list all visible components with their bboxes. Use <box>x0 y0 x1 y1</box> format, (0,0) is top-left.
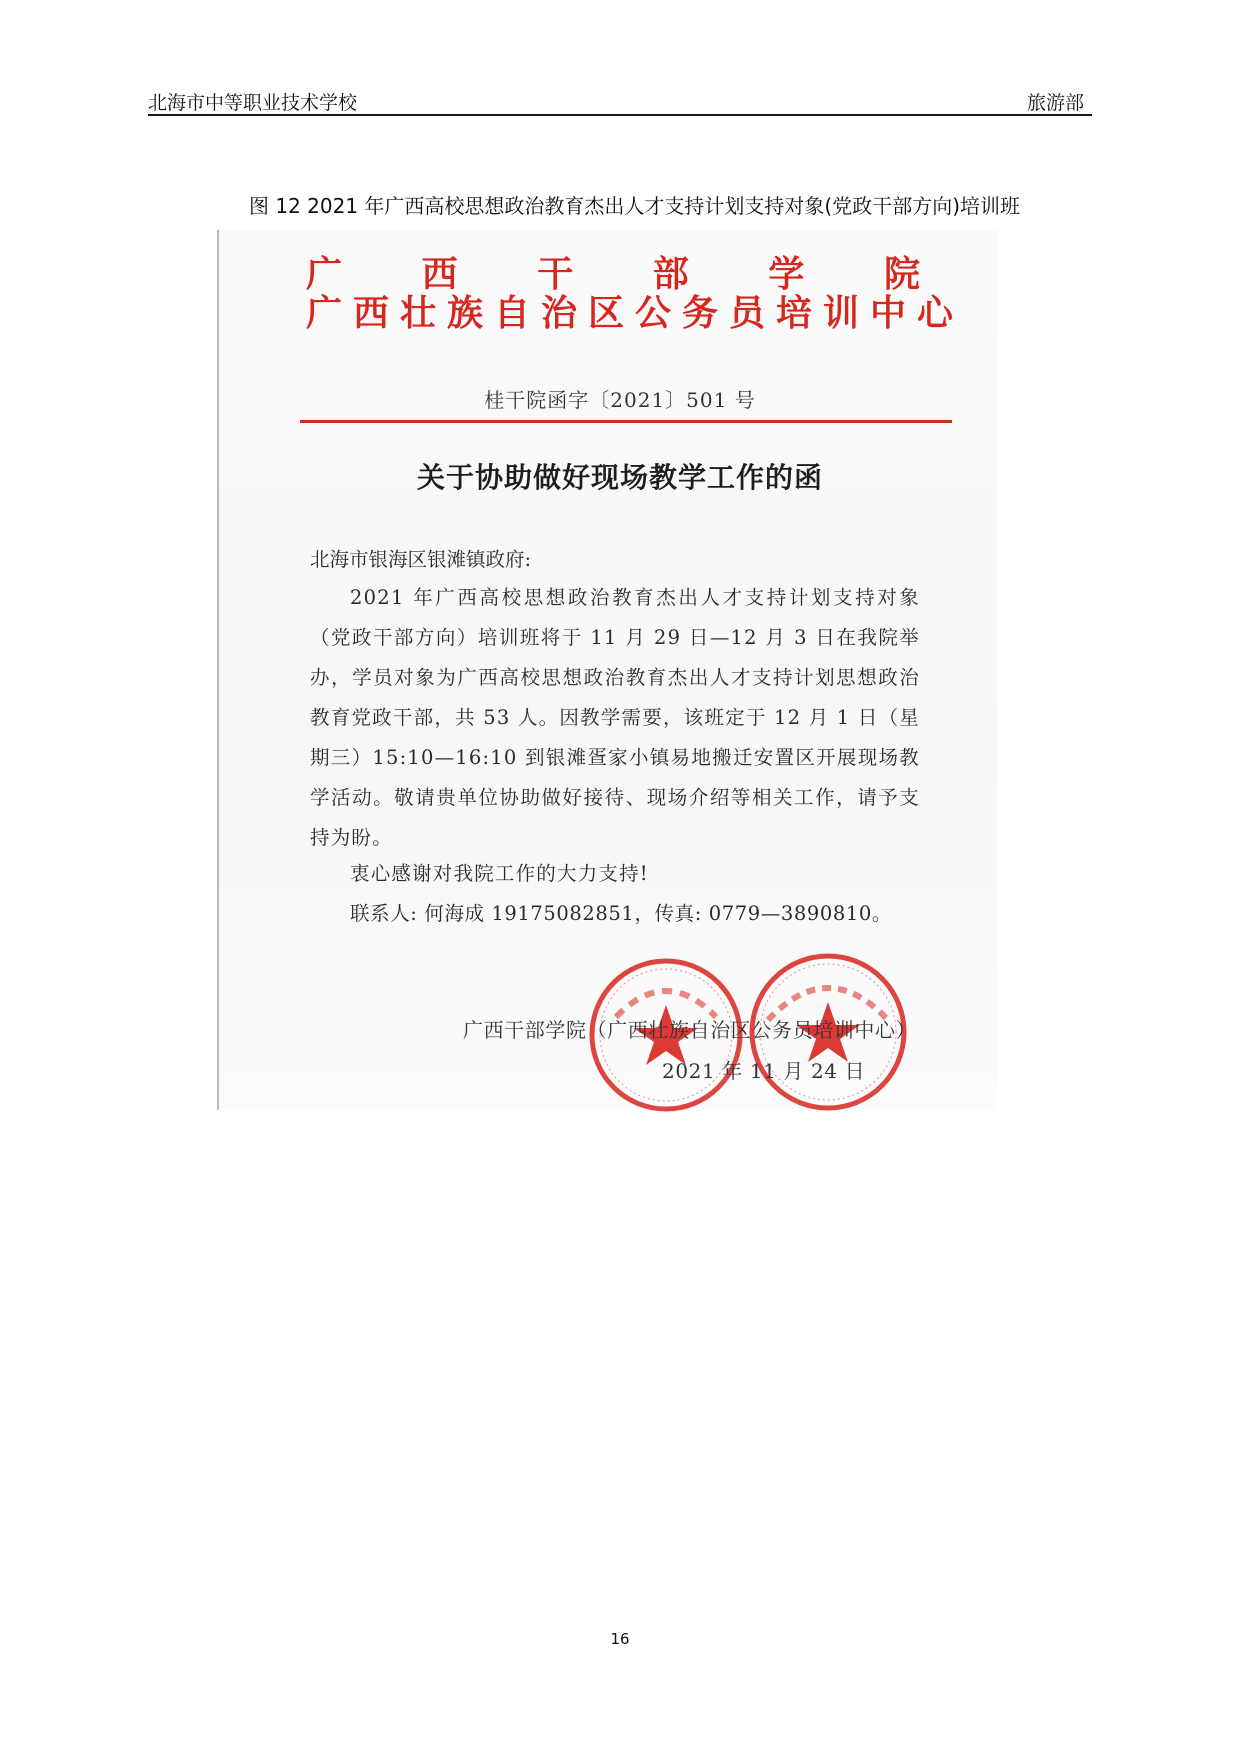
letter-paragraph-main: 2021 年广西高校思想政治教育杰出人才支持计划支持对象（党政干部方向）培训班将于 11 月 29 日—12 月 3 日在我院举办，学员对象为广西高校思想政治教育杰出人才支持计划思想政治教育党政干部，共 53 人。因教学需要，该班定于 12 月 1 日（星期三）15:10—16:10 到银滩疍家小镇易地搬迁安置区开展现场教学活动。敬请贵单位协助做好接待、现场介绍等相关工作，请予支持为盼。 <box>310 586 920 849</box>
letterhead-line-1 <box>306 254 920 294</box>
letterhead-char: 干 <box>537 253 574 295</box>
letterhead-char: 学 <box>768 253 805 295</box>
figure-caption: 图 12 2021 年广西高校思想政治教育杰出人才支持计划支持对象(党政干部方向)培训班 <box>249 194 1021 218</box>
letter-salutation: 北海市银海区银滩镇政府: <box>310 548 532 571</box>
letter-signature: 广西干部学院（广西壮族自治区公务员培训中心） <box>463 1018 917 1042</box>
letter-title: 关于协助做好现场教学工作的函 <box>416 461 823 494</box>
letterhead-line-2: 广西壮族自治区公务员培训中心 <box>306 292 965 334</box>
letterhead-char: 院 <box>883 253 920 295</box>
page-header <box>148 88 1092 116</box>
document-number: 桂干院函字〔2021〕501 号 <box>484 388 756 412</box>
letterhead-char: 广 <box>306 253 343 295</box>
page-number: 16 <box>610 1630 630 1648</box>
red-divider-line <box>300 420 952 423</box>
letterhead-char: 西 <box>421 253 458 295</box>
letter-contact: 联系人: 何海成 19175082851，传真: 0779—3890810。 <box>350 902 892 925</box>
letterhead-char: 部 <box>652 253 689 295</box>
header-department: 旅游部 <box>1026 92 1084 114</box>
header-school-name: 北海市中等职业技术学校 <box>148 92 358 114</box>
letter-date: 2021 年 11 月 24 日 <box>662 1059 866 1083</box>
letter-paragraph-thanks: 衷心感谢对我院工作的大力支持! <box>350 862 649 885</box>
